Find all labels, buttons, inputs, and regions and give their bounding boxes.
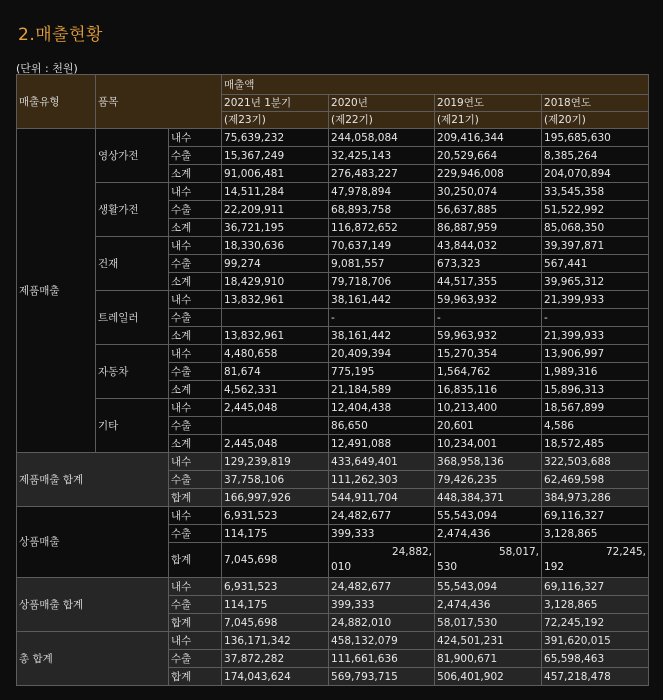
value-cell: 424,501,231: [435, 632, 542, 650]
value-cell: 448,384,371: [435, 489, 542, 507]
value-cell: 14,511,284: [222, 183, 329, 201]
value-cell: -: [329, 309, 435, 327]
value-cell: 38,161,442: [329, 327, 435, 345]
value-cell: 3,128,865: [542, 525, 649, 543]
sub-type-label: 소계: [169, 327, 222, 345]
value-cell: 209,416,344: [435, 129, 542, 147]
value-cell: 2,474,436: [435, 525, 542, 543]
header-product: 품목: [96, 75, 222, 129]
value-cell: 43,844,032: [435, 237, 542, 255]
value-cell: 399,333: [329, 596, 435, 614]
value-cell: 81,674: [222, 363, 329, 381]
value-cell: 567,441: [542, 255, 649, 273]
value-cell: 322,503,688: [542, 453, 649, 471]
value-cell-wrapped: [542, 543, 649, 578]
value-cell: 99,274: [222, 255, 329, 273]
value-cell: 544,911,704: [329, 489, 435, 507]
value-cell: 69,116,327: [542, 507, 649, 525]
table-row: [17, 129, 649, 147]
value-cell: 673,323: [435, 255, 542, 273]
value-cell: 18,429,910: [222, 273, 329, 291]
row-type-label: 상품매출 합계: [17, 578, 169, 632]
header-period-year: 2021년 1분기: [222, 95, 329, 112]
table-row: [17, 183, 649, 201]
value-cell: 13,906,997: [542, 345, 649, 363]
value-cell: 15,270,354: [435, 345, 542, 363]
value-cell: 86,887,959: [435, 219, 542, 237]
sub-type-label: 소계: [169, 435, 222, 453]
value-cell: 37,872,282: [222, 650, 329, 668]
value-cell: 32,425,143: [329, 147, 435, 165]
sub-type-label: 내수: [169, 578, 222, 596]
value-cell: 24,482,677: [329, 507, 435, 525]
value-cell: 30,250,074: [435, 183, 542, 201]
value-cell: 56,637,885: [435, 201, 542, 219]
unit-label: (단위 : 천원): [16, 62, 78, 75]
value-cell: 129,239,819: [222, 453, 329, 471]
sales-table: [16, 74, 649, 686]
value-cell: 276,483,227: [329, 165, 435, 183]
row-type-label: 제품매출: [17, 129, 96, 453]
sub-type-label: 수출: [169, 417, 222, 435]
value-cell: 38,161,442: [329, 291, 435, 309]
header-period-term: (제21기): [435, 112, 542, 129]
product-name: 생활가전: [96, 183, 169, 237]
value-cell: 72,245,192: [542, 614, 649, 632]
sub-type-label: 수출: [169, 525, 222, 543]
value-cell: 195,685,630: [542, 129, 649, 147]
value-cell: 3,128,865: [542, 596, 649, 614]
page-title: 2.매출현황: [18, 25, 103, 45]
value-cell-wrapped: [329, 543, 435, 578]
value-cell: 6,931,523: [222, 578, 329, 596]
value-cell: 10,213,400: [435, 399, 542, 417]
value-cell: 9,081,557: [329, 255, 435, 273]
value-cell: 70,637,149: [329, 237, 435, 255]
value-cell: 2,474,436: [435, 596, 542, 614]
value-cell: 116,872,652: [329, 219, 435, 237]
value-cell: 457,218,478: [542, 668, 649, 686]
value-cell: 7,045,698: [222, 614, 329, 632]
product-name: 트레일러: [96, 291, 169, 345]
value-cell: 4,586: [542, 417, 649, 435]
header-period-year: 2019연도: [435, 95, 542, 112]
value-cell: 24,482,677: [329, 578, 435, 596]
value-line: 72,245,: [605, 546, 647, 558]
value-cell: 21,399,933: [542, 291, 649, 309]
sub-type-label: 내수: [169, 291, 222, 309]
sub-type-label: 내수: [169, 399, 222, 417]
value-cell: 21,399,933: [542, 327, 649, 345]
value-cell: 244,058,084: [329, 129, 435, 147]
value-cell: 81,900,671: [435, 650, 542, 668]
value-cell: 20,601: [435, 417, 542, 435]
sub-type-label: 내수: [169, 129, 222, 147]
sub-type-label: 소계: [169, 165, 222, 183]
sub-type-label: 수출: [169, 596, 222, 614]
value-cell: 91,006,481: [222, 165, 329, 183]
sub-type-label: 내수: [169, 632, 222, 650]
value-cell: 229,946,008: [435, 165, 542, 183]
sub-type-label: 내수: [169, 237, 222, 255]
value-cell: 55,543,094: [435, 507, 542, 525]
table-header: [17, 75, 649, 129]
value-cell: 458,132,079: [329, 632, 435, 650]
value-cell: 7,045,698: [222, 543, 329, 578]
sub-type-label: 합계: [169, 668, 222, 686]
product-name: 자동차: [96, 345, 169, 399]
value-cell: 21,184,589: [329, 381, 435, 399]
sub-type-label: 소계: [169, 273, 222, 291]
value-cell: [222, 417, 329, 435]
table-row: [17, 507, 649, 525]
header-period-year: 2020년: [329, 95, 435, 112]
value-cell: 18,330,636: [222, 237, 329, 255]
value-cell: -: [435, 309, 542, 327]
header-period-year: 2018연도: [542, 95, 649, 112]
value-cell: 15,896,313: [542, 381, 649, 399]
row-type-label: 총 합계: [17, 632, 169, 686]
header-sales: 매출액: [222, 75, 649, 95]
product-name: 기타: [96, 399, 169, 453]
value-line: 010: [331, 561, 352, 573]
value-cell: 16,835,116: [435, 381, 542, 399]
value-cell: 2,445,048: [222, 435, 329, 453]
value-cell: 384,973,286: [542, 489, 649, 507]
value-cell: 1,564,762: [435, 363, 542, 381]
value-cell: 114,175: [222, 525, 329, 543]
value-cell: 79,718,706: [329, 273, 435, 291]
value-cell: 506,401,902: [435, 668, 542, 686]
value-cell: 399,333: [329, 525, 435, 543]
sub-type-label: 내수: [169, 345, 222, 363]
value-cell: 111,262,303: [329, 471, 435, 489]
value-cell: 8,385,264: [542, 147, 649, 165]
header-type: 매출유형: [17, 75, 96, 129]
value-cell: 13,832,961: [222, 291, 329, 309]
value-cell: 4,562,331: [222, 381, 329, 399]
table-body: [17, 129, 649, 686]
value-cell: 204,070,894: [542, 165, 649, 183]
value-cell: 569,793,715: [329, 668, 435, 686]
table-row: [17, 453, 649, 471]
value-cell: 59,963,932: [435, 327, 542, 345]
table-row: [17, 399, 649, 417]
value-cell: 4,480,658: [222, 345, 329, 363]
sub-type-label: 합계: [169, 489, 222, 507]
value-cell: 55,543,094: [435, 578, 542, 596]
value-cell: 51,522,992: [542, 201, 649, 219]
value-cell: 18,567,899: [542, 399, 649, 417]
value-cell: [222, 309, 329, 327]
sub-type-label: 수출: [169, 363, 222, 381]
value-cell: 12,404,438: [329, 399, 435, 417]
value-cell: 44,517,355: [435, 273, 542, 291]
header-period-term: (제22기): [329, 112, 435, 129]
value-cell: 775,195: [329, 363, 435, 381]
value-cell: 86,650: [329, 417, 435, 435]
value-cell: 174,043,624: [222, 668, 329, 686]
value-cell: 111,661,636: [329, 650, 435, 668]
value-cell: 59,963,932: [435, 291, 542, 309]
product-name: 건재: [96, 237, 169, 291]
value-cell: 39,397,871: [542, 237, 649, 255]
value-cell: 2,445,048: [222, 399, 329, 417]
table-row: [17, 291, 649, 309]
value-cell: 1,989,316: [542, 363, 649, 381]
header-period-term: (제20기): [542, 112, 649, 129]
value-cell: 6,931,523: [222, 507, 329, 525]
table-row: [17, 237, 649, 255]
value-cell: 33,545,358: [542, 183, 649, 201]
product-name: 영상가전: [96, 129, 169, 183]
sub-type-label: 소계: [169, 381, 222, 399]
value-cell: 20,529,664: [435, 147, 542, 165]
value-cell: 391,620,015: [542, 632, 649, 650]
value-cell: 114,175: [222, 596, 329, 614]
value-cell: 36,721,195: [222, 219, 329, 237]
value-cell: 39,965,312: [542, 273, 649, 291]
value-cell: 18,572,485: [542, 435, 649, 453]
table-row: [17, 578, 649, 596]
value-cell: 166,997,926: [222, 489, 329, 507]
value-cell: 12,491,088: [329, 435, 435, 453]
value-cell: 15,367,249: [222, 147, 329, 165]
value-cell: 37,758,106: [222, 471, 329, 489]
table-row: [17, 632, 649, 650]
value-cell: 136,171,342: [222, 632, 329, 650]
value-cell: 13,832,961: [222, 327, 329, 345]
sub-type-label: 합계: [169, 543, 222, 578]
value-cell: 68,893,758: [329, 201, 435, 219]
sub-type-label: 합계: [169, 614, 222, 632]
value-cell-wrapped: [435, 543, 542, 578]
value-cell: 20,409,394: [329, 345, 435, 363]
value-cell: 10,234,001: [435, 435, 542, 453]
value-cell: 62,469,598: [542, 471, 649, 489]
sub-type-label: 소계: [169, 219, 222, 237]
value-cell: 58,017,530: [435, 614, 542, 632]
sub-type-label: 내수: [169, 453, 222, 471]
sub-type-label: 내수: [169, 183, 222, 201]
sub-type-label: 수출: [169, 309, 222, 327]
sub-type-label: 내수: [169, 507, 222, 525]
sub-type-label: 수출: [169, 471, 222, 489]
value-line: 530: [437, 561, 458, 573]
value-line: 192: [544, 561, 565, 573]
sub-type-label: 수출: [169, 147, 222, 165]
value-cell: 24,882,010: [329, 614, 435, 632]
value-cell: 65,598,463: [542, 650, 649, 668]
row-type-label: 상품매출: [17, 507, 169, 578]
value-cell: 69,116,327: [542, 578, 649, 596]
sub-type-label: 수출: [169, 255, 222, 273]
value-cell: 433,649,401: [329, 453, 435, 471]
value-cell: 47,978,894: [329, 183, 435, 201]
value-line: 58,017,: [498, 546, 540, 558]
header-period-term: (제23기): [222, 112, 329, 129]
value-cell: 79,426,235: [435, 471, 542, 489]
value-cell: 22,209,911: [222, 201, 329, 219]
table-row: [17, 345, 649, 363]
value-line: 24,882,: [391, 546, 433, 558]
row-type-label: 제품매출 합계: [17, 453, 169, 507]
value-cell: -: [542, 309, 649, 327]
value-cell: 75,639,232: [222, 129, 329, 147]
sub-type-label: 수출: [169, 201, 222, 219]
value-cell: 85,068,350: [542, 219, 649, 237]
value-cell: 368,958,136: [435, 453, 542, 471]
sub-type-label: 수출: [169, 650, 222, 668]
